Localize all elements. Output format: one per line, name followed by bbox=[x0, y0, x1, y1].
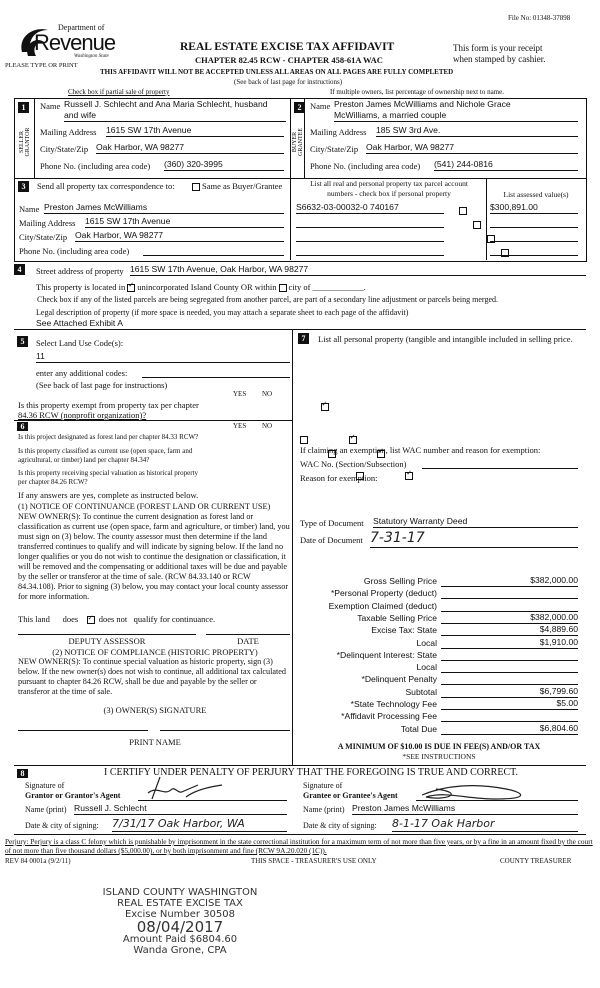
wac-number-field[interactable] bbox=[422, 457, 578, 469]
buyer-name-line1[interactable]: Preston James McWilliams and Nichole Grace bbox=[334, 99, 511, 109]
grantor-date-city[interactable]: 7/31/17 Oak Harbor, WA bbox=[112, 816, 287, 832]
buyer-address-field[interactable]: 185 SW 3rd Ave. bbox=[376, 125, 578, 137]
additional-codes-field[interactable] bbox=[142, 366, 290, 378]
assessed-value-1[interactable]: $300,891.00 bbox=[490, 202, 578, 214]
assessed-value-4[interactable] bbox=[490, 244, 578, 256]
form-title: REAL ESTATE EXCISE TAX AFFIDAVIT bbox=[180, 41, 395, 53]
treasurer-stamp: ISLAND COUNTY WASHINGTON REAL ESTATE EXCISE TAX Excise Number 30508 08/04/2017 Amount Paid $6804.60 Wanda Grone, CPA bbox=[102, 887, 258, 956]
does-not-checkbox[interactable] bbox=[87, 616, 95, 624]
seller-name-line1[interactable]: Russell J. Schlecht and Ana Maria Schlecht, husband bbox=[64, 99, 268, 109]
total-value-field[interactable] bbox=[441, 600, 578, 612]
grantee-signature-line[interactable] bbox=[416, 800, 578, 801]
parcel-number-4[interactable] bbox=[296, 244, 444, 256]
buyer-name-line2[interactable]: McWilliams, a married couple bbox=[334, 110, 578, 122]
land-use-code-field[interactable]: 11 bbox=[36, 351, 290, 363]
seller-address-field[interactable]: 1615 SW 17th Avenue bbox=[106, 125, 284, 137]
seller-phone-field[interactable]: (360) 320-3995 bbox=[164, 159, 284, 171]
assessor-date-line[interactable] bbox=[206, 634, 290, 635]
historic-no-checkbox[interactable] bbox=[405, 472, 413, 480]
property-street-field[interactable]: 1615 SW 17th Avenue, Oak Harbor, WA 98277 bbox=[130, 264, 586, 276]
personal-property-checkbox-2[interactable] bbox=[473, 221, 481, 229]
same-as-buyer-checkbox[interactable]: Same as Buyer/Grantee bbox=[190, 181, 282, 191]
total-label: *Personal Property (deduct) bbox=[330, 588, 437, 599]
total-label: Gross Selling Price bbox=[363, 576, 437, 586]
total-label: *Delinquent Interest: State bbox=[336, 649, 437, 660]
grantee-date-city[interactable]: 8-1-17 Oak Harbor bbox=[392, 816, 578, 832]
document-date-field[interactable]: 7-31-17 bbox=[370, 530, 578, 548]
deputy-assessor-signature-line[interactable] bbox=[18, 634, 196, 635]
forest-yes-checkbox[interactable] bbox=[300, 436, 308, 444]
legal-description-value[interactable]: See Attached Exhibit A bbox=[36, 318, 123, 328]
grantor-signature-line[interactable] bbox=[138, 800, 287, 801]
total-label: *Affidavit Processing Fee bbox=[341, 711, 437, 722]
corr-name-field[interactable]: Preston James McWilliams bbox=[44, 202, 284, 214]
grantor-print-name[interactable]: Russell J. Schlecht bbox=[74, 803, 287, 815]
grantee-signature-icon bbox=[416, 781, 536, 803]
assessed-value-2[interactable] bbox=[490, 216, 578, 228]
grantee-print-name[interactable]: Preston James McWilliams bbox=[352, 803, 578, 815]
owner-signature-line[interactable] bbox=[18, 730, 148, 731]
document-type-field[interactable]: Statutory Warranty Deed bbox=[373, 516, 578, 528]
corr-phone-field[interactable] bbox=[143, 244, 284, 256]
corr-address-field[interactable]: 1615 SW 17th Avenue bbox=[85, 216, 284, 228]
corr-city-field[interactable]: Oak Harbor, WA 98277 bbox=[75, 230, 284, 242]
parcel-number-3[interactable] bbox=[296, 230, 444, 242]
total-label: Excise Tax: State bbox=[371, 625, 437, 636]
personal-property-checkbox-1[interactable] bbox=[459, 207, 467, 215]
city-checkbox[interactable] bbox=[279, 284, 287, 292]
total-label: Local bbox=[416, 662, 437, 673]
seller-name-line2[interactable]: and wife bbox=[64, 110, 286, 122]
dor-logo: Department of Revenue Washington State bbox=[14, 22, 119, 64]
total-label: Local bbox=[416, 637, 437, 648]
total-value-field[interactable]: $6,799.60 bbox=[441, 686, 578, 698]
total-value-field[interactable]: $4,889.60 bbox=[441, 624, 578, 636]
affidavit-page: File No: 01348-37898 Department of Revenue Washington State PLEASE TYPE OR PRINT REAL ESTATE EXCISE TAX AFFIDAVIT CHAPTER 82.45 RCW - CHAPTER 458-61A WAC This form is your receipt when stamped by cashier. THIS AFFIDAVIT WILL NOT BE ACCEPTED UNLESS ALL AREAS ON ALL PAGES ARE FULLY COMPLETED (See back of last page for instructions) Check box if partial sale of property If multiple owners, list percentage of ownership next to name. 1 SELLER GRANTOR Name Russell J. Schlecht and Ana Maria Schlecht, husband and wife Mailing Address 1615 SW 17th Avenue City/State/Zip Oak Harbor, WA 98277 Phone No. (including area code) (360) 320-3995 2 BUYER GRANTEE Name Preston James McWilliams and Nichole Grace McWilliams, a married couple Mailing Address 185 SW 3rd Ave. City/State/Zip Oak Harbor, WA 98277 Phone No. (including area code) (541) 244-0816 3 Send all property tax correspondence to: Same as Buyer/Grantee Name Preston James McWilliams Mailing Address 1615 SW 17th Avenue City/State/Zip Oak Harbor, WA 98277 Phone No. (including area code) List all real and personal property tax parcel account numbers - check box if personal property List assessed value(s) S6632-03-00032-0 740167 $300,891.00 4 Street address of property 1615 SW 17th Avenue, Oak Harbor, WA 98277 This property is located in✓ unincorporated Island County OR within city of ____________. Check box if any of the listed parcels are being segregated from another parcel, are part of a secondary line adjustment or parcels being merged. Legal description of property (if more space is needed, you may attach a separate sheet to each page of the affidavit) See Attached Exhibit A 5 Select Land Use Code(s): 11 enter any additional codes: (See back of last page for instructions) YES NO Is this property exempt from property tax per chapter ✓ 84.36 RCW (nonprofit organization)? 6 YES NO Is this project designated as forest land per chapter 84.33 RCW? ✓ Is this property classified as current use (open space, farm and agricultural, or timber) land per chapter 84.34? ✓ Is this property receiving special valuation as historical property per chapter 84.26 RCW? ✓ If any answers are yes, complete as instructed below. (1) NOTICE OF CONTINUANCE (FOREST LAND OR CURRENT USE) NEW OWNER(S): To continue the current designation as forest land or classification as current use (open space, farm and agriculture, or timber) land, you must sign on (3) below. The county assessor must then determine if the land transferred continues to qualify and will indicate by signing below. If the land no longer qualifies or you do not wish to continue the designation or classification, it will be removed and the compensating or additional taxes will be due and payable by the seller or transferor at the time of sale. (RCW 84.33.140 or RCW 84.34.108). Prior to signing (3) below, you may contact your local county assessor for more information. This land does ✓ does not qualify for continuance. DEPUTY ASSESSOR DATE (2) NOTICE OF COMPLIANCE (HISTORIC PROPERTY) NEW OWNER(S): To continue special valuation as historic property, sign (3) below. If the new owner(s) does not wish to continue, all additional tax calculated pursuant to chapter 84.26 RCW, shall be due and payable by the seller or transferor at the time of sale. (3) OWNER(S) SIGNATURE PRINT NAME 7 List all personal property (tangible and intangible included in selling price. If claiming an exemption, list WAC number and reason for exemption: WAC No. (Section/Subsection) Reason for exemption: Type of Document Statutory Warranty Deed Date of Document 7-31-17 Gross Selling Price $382,000.00 *Personal Property (deduct) Exemption Claimed (deduct) Taxable Selling Price $382,000.00 Excise Tax: State $4,889.60 Local $1,910.00 *Delinquent Interest: State Local *Delinquent Penalty Subtotal $6,799.60 *State Technology Fee $5.00 *Affidavit Processing Fee Total Due $6,804.60 A MINIMUM OF $10.00 IS DUE IN FEE(S) AND/OR TAX *SEE INSTRUCTIONS 8 I CERTIFY UNDER PENALTY OF PERJURY THAT THE FOREGOING IS TRUE AND CORRECT. Signature of Grantor or Grantor's Agent Name (print) Russell J. Schlecht Date & city of signing: 7/31/17 Oak Harbor, WA Signature of Grantee or Grantee's Agent Name (print) Preston James McWilliams Date & city of signing: 8-1-17 Oak Harbor Perjury: Perjury is a class C felony which is punishable by imprisonment in the state correctional institution for a maximum term of not more than five years, or by a fine in an amount fixed by the court of not more than five thousand dollars ($5,000.00), or by both imprisonment and fine (RCW 9A.20.020 (1C)). REV 84 0001a (9/2/11) THIS SPACE - TREASURER'S USE ONLY COUNTY TREASURER ISLAND COUNTY WASHINGTON REAL ESTATE EXCISE TAX Excise Number 30508 08/04/2017 Amount Paid $6804.60 Wanda Grone, CPA bbox=[0, 0, 600, 988]
buyer-phone-field[interactable]: (541) 244-0816 bbox=[434, 159, 578, 171]
partial-sale-checkbox-label[interactable]: Check box if partial sale of property bbox=[68, 88, 170, 96]
parcel-number-1[interactable]: S6632-03-00032-0 740167 bbox=[296, 202, 444, 214]
total-value-field[interactable] bbox=[441, 587, 578, 599]
total-label: Total Due bbox=[400, 723, 437, 734]
file-number: File No: 01348-37898 bbox=[508, 14, 571, 22]
grantor-signature-icon bbox=[138, 775, 228, 803]
total-value-field[interactable] bbox=[441, 673, 578, 685]
exempt-no-checkbox[interactable] bbox=[321, 403, 329, 411]
owner-signature-line-2[interactable] bbox=[160, 730, 290, 731]
buyer-city-field[interactable]: Oak Harbor, WA 98277 bbox=[366, 142, 578, 154]
total-value-field[interactable]: $382,000.00 bbox=[441, 612, 578, 624]
total-value-field[interactable] bbox=[441, 649, 578, 661]
unincorporated-checkbox[interactable] bbox=[127, 284, 135, 292]
total-value-field[interactable]: $1,910.00 bbox=[441, 637, 578, 649]
total-label: Taxable Selling Price bbox=[357, 612, 437, 623]
total-label: *State Technology Fee bbox=[350, 699, 437, 709]
total-label: *Delinquent Penalty bbox=[361, 674, 437, 685]
segregated-checkbox-label[interactable]: Check box if any of the listed parcels are being segregated from another parcel, are part of a secondary line adjustment or parcels being merged. bbox=[37, 295, 498, 304]
seller-city-field[interactable]: Oak Harbor, WA 98277 bbox=[96, 142, 284, 154]
forest-no-checkbox[interactable] bbox=[349, 436, 357, 444]
total-label: Exemption Claimed (deduct) bbox=[328, 600, 437, 611]
assessed-value-3[interactable] bbox=[490, 230, 578, 242]
total-value-field[interactable]: $5.00 bbox=[441, 698, 578, 710]
total-value-field[interactable] bbox=[441, 710, 578, 722]
total-value-field[interactable]: $6,804.60 bbox=[441, 723, 578, 735]
total-value-field[interactable] bbox=[441, 661, 578, 673]
parcel-number-2[interactable] bbox=[296, 216, 444, 228]
total-value-field[interactable]: $382,000.00 bbox=[441, 575, 578, 587]
total-label: Subtotal bbox=[405, 686, 437, 697]
